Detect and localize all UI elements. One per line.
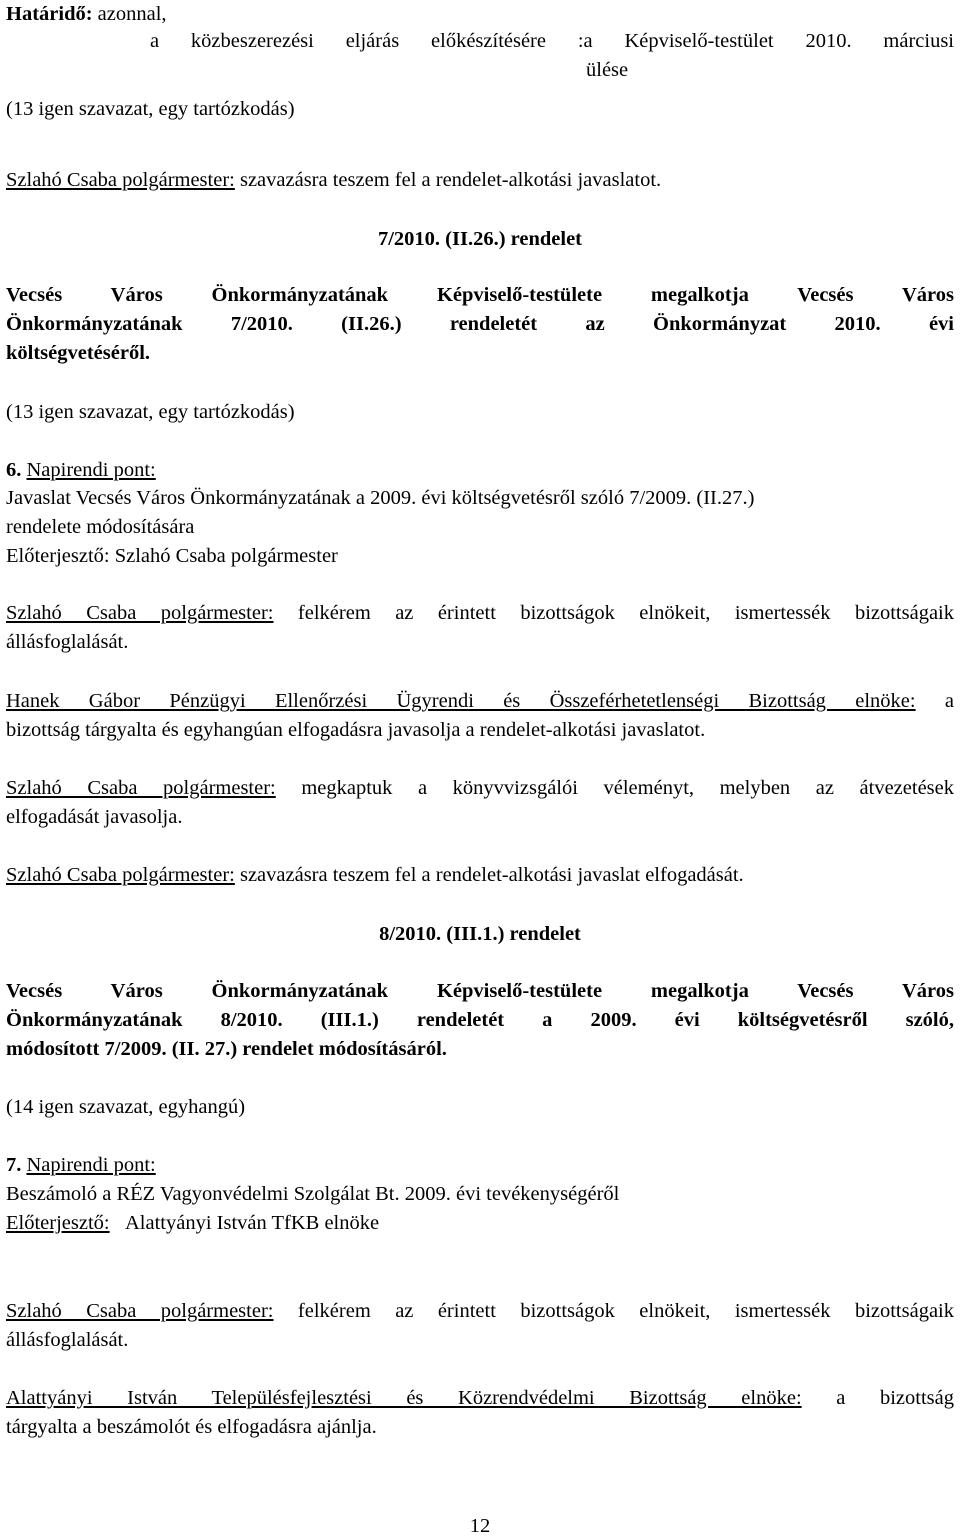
decree-title-2: 8/2010. (III.1.) rendelet [379, 923, 581, 945]
speaker-name: Szlahó Csaba polgármester: [6, 602, 274, 624]
agenda-6-title-line1: Javaslat Vecsés Város Önkormányzatának a 2009. évi költségvetésről szóló 7/2009. (II.27.) [6, 487, 755, 509]
paragraph-committee-2-line2: tárgyalta a beszámolót és elfogadásra ajánlja. [6, 1416, 377, 1438]
paragraph-mayor-5-line1: Szlahó Csaba polgármester: felkérem az érintett bizottságok elnökeit, ismertessék bizottságaik [6, 1300, 955, 1322]
decree-title-1: 7/2010. (II.26.) rendelet [377, 228, 583, 250]
paragraph-mayor-4: Szlahó Csaba polgármester: szavazásra teszem fel a rendelet-alkotási javaslat elfogadását. [6, 864, 744, 886]
agenda-7-presenter: Előterjesztő: Alattyányi István TfKB elnöke [6, 1212, 380, 1234]
vote-result-2: (13 igen szavazat, egy tartózkodás) [6, 401, 295, 423]
paragraph-committee-line2: bizottság tárgyalta és egyhangúan elfogadásra javasolja a rendelet-alkotási javaslatot. [6, 719, 706, 741]
speaker-name: Szlahó Csaba polgármester: [6, 1300, 274, 1322]
paragraph-mayor-3-line2: elfogadását javasolja. [6, 806, 183, 828]
decree-text-1-line2: Önkormányzatának 7/2010. (II.26.) rendeletét az Önkormányzat 2010. évi [6, 313, 954, 335]
speaker-name: Szlahó Csaba polgármester: [6, 169, 235, 191]
agenda-6-presenter: Előterjesztő: Szlahó Csaba polgármester [6, 545, 338, 567]
agenda-heading-7: 7. Napirendi pont: [6, 1154, 156, 1176]
decree-text-2-line2: Önkormányzatának 8/2010. (III.1.) rendeletét a 2009. évi költségvetésről szóló, [6, 1009, 954, 1031]
speaker-name: Szlahó Csaba polgármester: [6, 864, 235, 886]
paragraph-mayor-3-line1: Szlahó Csaba polgármester: megkaptuk a könyvvizsgálói véleményt, melyben az átvezetések [6, 777, 954, 799]
decree-text-2-line1: Vecsés Város Önkormányzatának Képviselő-testülete megalkotja Vecsés Város [6, 980, 954, 1002]
deadline-detail-2: ülése [586, 59, 629, 81]
paragraph-committee-2-line1: Alattyányi István Településfejlesztési és Közrendvédelmi Bizottság elnöke: a bizottság [6, 1387, 954, 1409]
paragraph-mayor-1: Szlahó Csaba polgármester: szavazásra teszem fel a rendelet-alkotási javaslatot. [6, 169, 662, 191]
vote-result-3: (14 igen szavazat, egyhangú) [6, 1096, 246, 1118]
deadline-line [6, 2, 167, 26]
paragraph-mayor-2-line1: Szlahó Csaba polgármester: felkérem az érintett bizottságok elnökeit, ismertessék bizottságaik [6, 602, 955, 624]
paragraph-committee-line1: Hanek Gábor Pénzügyi Ellenőrzési Ügyrendi és Összeférhetetlenségi Bizottság elnöke: a [6, 690, 954, 712]
vote-result-1: (13 igen szavazat, egy tartózkodás) [6, 98, 295, 120]
decree-text-1-line1: Vecsés Város Önkormányzatának Képviselő-testülete megalkotja Vecsés Város [6, 284, 954, 306]
agenda-6-title-line2: rendelete módosítására [6, 516, 195, 538]
page-number: 12 [469, 1515, 491, 1537]
decree-text-1-line3: költségvetéséről. [6, 342, 151, 364]
deadline-text: azonnal, [92, 3, 167, 25]
deadline-detail: a közbeszerezési eljárás előkészítésére :a Képviselő-testület 2010. márciusi [150, 30, 954, 52]
deadline-label: Határidő: [6, 3, 93, 25]
paragraph-mayor-2-line2: állásfoglalását. [6, 631, 129, 653]
decree-text-2-line3: módosított 7/2009. (II. 27.) rendelet módosításáról. [6, 1038, 447, 1060]
agenda-7-title: Beszámoló a RÉZ Vagyonvédelmi Szolgálat Bt. 2009. évi tevékenységéről [6, 1183, 620, 1205]
paragraph-mayor-5-line2: állásfoglalását. [6, 1329, 129, 1351]
speaker-name: Szlahó Csaba polgármester: [6, 777, 276, 799]
speaker-name: Alattyányi István Településfejlesztési és Közrendvédelmi Bizottság elnöke: [6, 1387, 802, 1409]
speaker-name: Hanek Gábor Pénzügyi Ellenőrzési Ügyrendi és Összeférhetetlenségi Bizottság elnöke: [6, 690, 916, 712]
agenda-heading-6: 6. Napirendi pont: [6, 459, 156, 481]
